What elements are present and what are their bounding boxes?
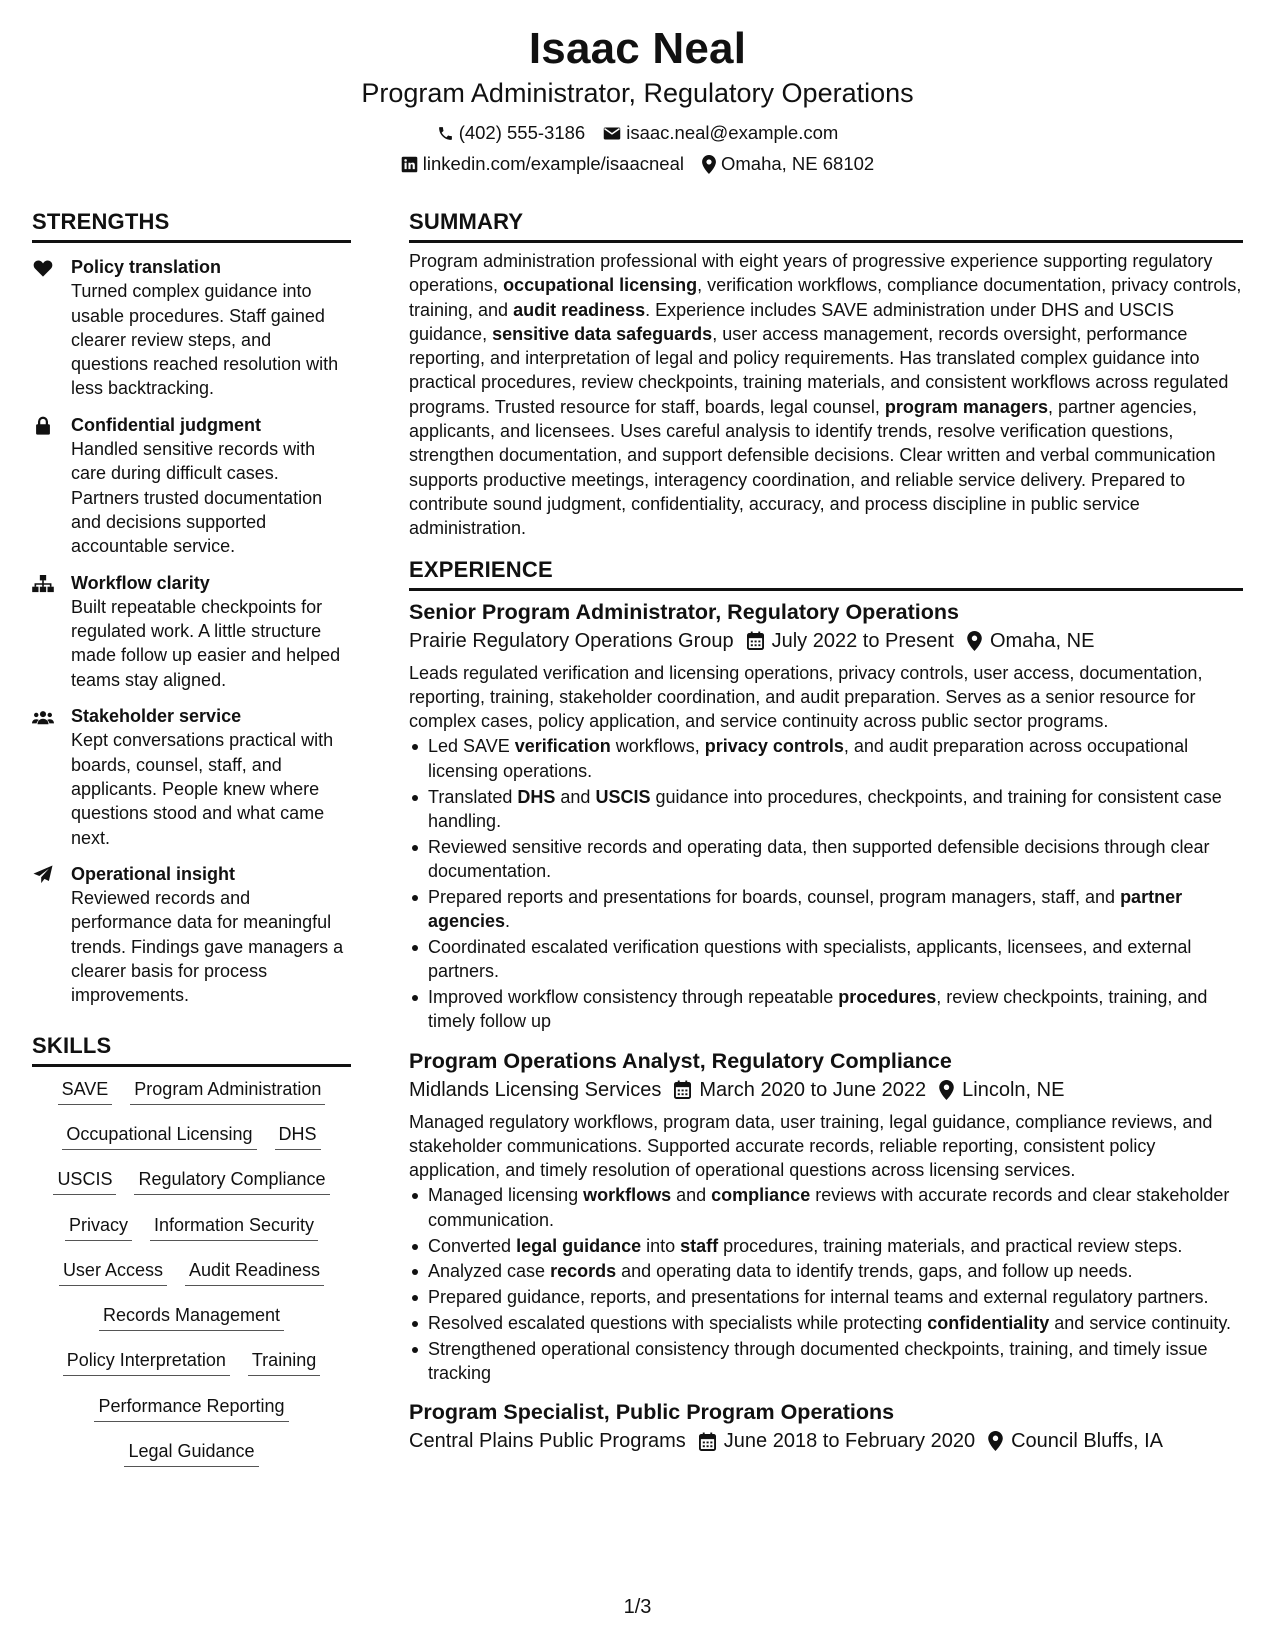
skill-tag: Performance Reporting xyxy=(94,1394,288,1422)
bullet-item xyxy=(409,1311,1243,1335)
company-name: Midlands Licensing Services xyxy=(409,1078,662,1101)
job-title: Senior Program Administrator, Regulatory Operations xyxy=(409,599,959,624)
job-meta xyxy=(409,1076,1243,1104)
bullet-item xyxy=(409,734,1243,783)
job-location: Omaha, NE xyxy=(989,629,1095,652)
calendar-icon xyxy=(747,631,764,650)
text-run: Coordinated escalated verification questions with specialists, applicants, licensees, and external partners. xyxy=(428,936,1192,982)
contact-linkedin[interactable] xyxy=(401,153,684,175)
summary-heading: SUMMARY xyxy=(409,208,1243,243)
resume-header xyxy=(0,22,1275,175)
bold-text: DHS xyxy=(517,786,556,807)
text-run: . Experience includes SAVE administration under DHS and USCIS guidance, xyxy=(409,299,1175,344)
strength-text: Kept conversations practical with boards, counsel, staff, and applicants. People knew where questions stood and what came next. xyxy=(71,730,334,848)
bold-text: USCIS xyxy=(595,786,651,807)
bullet-item xyxy=(409,1337,1243,1386)
text-run: and xyxy=(555,786,596,807)
company-name: Prairie Regulatory Operations Group xyxy=(409,629,734,652)
skill-tag: DHS xyxy=(275,1122,321,1150)
bold-text: compliance xyxy=(711,1185,811,1206)
strength-title: Workflow clarity xyxy=(71,572,210,593)
job-dates: July 2022 to Present xyxy=(771,629,954,652)
strength-title: Policy translation xyxy=(71,257,222,277)
map-pin-icon xyxy=(939,1080,954,1100)
skill-tag: Program Administration xyxy=(130,1077,325,1105)
skill-row xyxy=(53,1167,329,1212)
location-text: Omaha, NE 68102 xyxy=(720,153,875,174)
company-name: Central Plains Public Programs xyxy=(409,1430,686,1453)
bold-text: audit readiness xyxy=(513,299,646,320)
skill-row xyxy=(65,1213,318,1258)
bold-text: program managers xyxy=(884,396,1048,417)
text-run: , verification workflows, compliance documentation, privacy controls, training, and xyxy=(409,275,1242,320)
text-run: reviews with accurate records and clear stakeholder communication. xyxy=(428,1185,1230,1230)
summary-text xyxy=(409,249,1243,541)
strength-text: Handled sensitive records with care during difficult cases. Partners trusted documentation and decisions supported accountable service. xyxy=(71,439,323,557)
linkedin-icon xyxy=(401,156,418,173)
skill-row xyxy=(58,1077,326,1122)
text-run: into xyxy=(641,1235,681,1256)
text-run: , user access management, records oversight, performance reporting, and interpretation of legal and policy requirements. Has translated complex guidance into practical procedures, review checkpoints, training materials, and consistent workflows across regulated programs. Trusted resource for staff, boards, legal counsel, xyxy=(409,323,1229,417)
heart-icon xyxy=(32,258,54,278)
text-run: Managed licensing xyxy=(428,1185,584,1206)
job-meta xyxy=(409,1427,1243,1455)
bold-text: workflows xyxy=(583,1185,672,1206)
skill-tag: Occupational Licensing xyxy=(62,1122,256,1150)
job-dates: June 2018 to February 2020 xyxy=(723,1430,976,1453)
skill-row xyxy=(94,1394,288,1439)
text-run: Resolved escalated questions with specialists while protecting xyxy=(428,1312,928,1333)
text-run: Analyzed case xyxy=(428,1261,551,1282)
strength-item xyxy=(32,862,351,1008)
bold-text: legal guidance xyxy=(516,1235,642,1256)
job-description: Managed regulatory workflows, program data, user training, legal guidance, compliance reviews, and stakeholder communications. Supported accurate records, reliable reporting, consistent policy application, and timely resolution of operational questions across licensing services. xyxy=(409,1111,1213,1181)
text-run: , and audit preparation across occupational licensing operations. xyxy=(428,736,1189,781)
paper-plane-icon xyxy=(32,865,54,885)
text-run: Reviewed sensitive records and operating data, then supported defensible decisions through clear documentation. xyxy=(428,836,1210,881)
bullet-item xyxy=(409,1285,1243,1309)
bullet-item xyxy=(409,935,1243,984)
calendar-icon xyxy=(699,1432,716,1451)
strength-title: Operational insight xyxy=(71,863,236,884)
phone-icon xyxy=(437,125,454,142)
envelope-icon xyxy=(603,126,621,141)
text-run: , partner agencies, applicants, and licensees. Uses careful analysis to identify trends, resolve verification questions, strengthen documentation, and support defensible decisions. Clear written and verbal communication supports productive meetings, interagency coordination, and reliable service delivery. Prepared to contribute sound judgment, confidentiality, accuracy, and process discipline in public service administration. xyxy=(409,396,1216,539)
strength-item xyxy=(32,571,351,692)
bold-text: staff xyxy=(680,1235,719,1256)
job-bullets xyxy=(409,1183,1243,1385)
bullet-item xyxy=(409,985,1243,1034)
bullet-item xyxy=(409,885,1243,934)
linkedin-url: linkedin.com/example/isaacneal xyxy=(422,153,684,174)
text-run: procedures, training materials, and practical review steps. xyxy=(718,1235,1183,1256)
text-run: Prepared reports and presentations for boards, counsel, program managers, staff, and xyxy=(428,886,1121,907)
skill-tag: Policy Interpretation xyxy=(63,1348,230,1376)
job-dates: March 2020 to June 2022 xyxy=(699,1078,927,1101)
text-run: and xyxy=(671,1185,712,1206)
text-run: , review checkpoints, training, and timely follow up xyxy=(428,986,1208,1032)
skill-tag: Information Security xyxy=(150,1213,318,1241)
job-title: Program Specialist, Public Program Operations xyxy=(409,1400,895,1425)
strength-text: Built repeatable checkpoints for regulated work. A little structure made follow up easier and helped teams stay aligned. xyxy=(71,596,341,690)
page-number: 1/3 xyxy=(623,1596,652,1618)
strength-title: Stakeholder service xyxy=(71,706,242,727)
strength-text: Turned complex guidance into usable procedures. Staff gained clearer review steps, and questions reached resolution with less backtracking. xyxy=(71,281,339,399)
bullet-item xyxy=(409,785,1243,834)
text-run: and service continuity. xyxy=(1049,1312,1232,1333)
skill-row xyxy=(124,1439,258,1484)
skill-tag: Records Management xyxy=(99,1303,284,1331)
text-run: workflows, xyxy=(610,736,705,757)
text-run: Prepared guidance, reports, and presentations for internal teams and external regulatory partners. xyxy=(428,1287,1209,1308)
bold-text: occupational licensing xyxy=(503,275,698,296)
strength-item xyxy=(32,413,351,559)
skill-tag: Training xyxy=(248,1348,320,1376)
text-run: Led SAVE xyxy=(428,736,515,757)
email-address: isaac.neal@example.com xyxy=(626,122,839,143)
skill-tag: Privacy xyxy=(65,1213,132,1241)
skill-tag: User Access xyxy=(59,1258,167,1286)
strengths-heading: STRENGTHS xyxy=(32,208,351,243)
skill-tag: Legal Guidance xyxy=(124,1439,258,1467)
text-run: guidance into procedures, checkpoints, and training for consistent case handling. xyxy=(428,786,1222,831)
skill-tag: Regulatory Compliance xyxy=(134,1167,329,1195)
bullet-item xyxy=(409,1234,1243,1258)
job-bullets xyxy=(409,734,1243,1033)
skill-tag: USCIS xyxy=(53,1167,116,1195)
job-location: Council Bluffs, IA xyxy=(1011,1430,1164,1453)
strength-item xyxy=(32,255,351,401)
contact-location xyxy=(702,153,874,175)
job-description: Leads regulated verification and licensing operations, privacy controls, user access, documentation, reporting, training, stakeholder coordination, and audit preparation. Serves as a senior resource for complex cases, policy application, and service continuity across public sector programs. xyxy=(409,662,1203,732)
contact-phone xyxy=(437,122,586,144)
candidate-name: Isaac Neal xyxy=(528,24,747,73)
job-location: Lincoln, NE xyxy=(962,1078,1065,1101)
job-entry xyxy=(409,1397,1243,1455)
lock-icon xyxy=(32,416,54,436)
bold-text: privacy controls xyxy=(704,736,844,757)
bullet-item xyxy=(409,835,1243,884)
contact-row-1 xyxy=(0,122,1275,144)
text-run: and operating data to identify trends, gaps, and follow up needs. xyxy=(616,1261,1133,1282)
calendar-icon xyxy=(674,1080,691,1099)
job-entry xyxy=(409,1046,1243,1386)
text-run: Converted xyxy=(428,1235,517,1256)
text-run: Strengthened operational consistency through documented checkpoints, training, and timely issue tracking xyxy=(428,1338,1208,1383)
bold-text: records xyxy=(550,1261,617,1282)
contact-email[interactable] xyxy=(603,122,838,144)
sitemap-icon xyxy=(32,574,54,594)
text-run: . xyxy=(505,911,511,932)
left-column xyxy=(32,208,351,1484)
skills-heading: SKILLS xyxy=(32,1032,351,1067)
experience-heading: EXPERIENCE xyxy=(409,556,1243,591)
right-column xyxy=(409,208,1243,1455)
skill-tag: Audit Readiness xyxy=(185,1258,324,1286)
skill-row xyxy=(59,1258,324,1303)
skill-row xyxy=(62,1122,320,1167)
bold-text: partner agencies xyxy=(428,886,1183,932)
map-pin-icon xyxy=(967,631,982,651)
candidate-title: Program Administrator, Regulatory Operations xyxy=(361,78,914,108)
users-icon xyxy=(32,707,54,727)
job-meta xyxy=(409,627,1243,655)
skill-row xyxy=(99,1303,284,1348)
text-run: Improved workflow consistency through repeatable xyxy=(428,986,839,1007)
bullet-item xyxy=(409,1259,1243,1283)
skills-list xyxy=(32,1077,351,1485)
job-title: Program Operations Analyst, Regulatory Compliance xyxy=(409,1048,952,1073)
text-run: Translated xyxy=(428,786,518,807)
skill-row xyxy=(63,1348,320,1393)
contact-row-2 xyxy=(0,153,1275,175)
bold-text: verification xyxy=(514,736,611,757)
strength-text: Reviewed records and performance data for meaningful trends. Findings gave managers a clearer basis for process improvements. xyxy=(71,888,344,1006)
map-pin-icon xyxy=(988,1431,1003,1451)
bold-text: sensitive data safeguards xyxy=(492,323,713,344)
bold-text: procedures xyxy=(838,986,937,1007)
bold-text: confidentiality xyxy=(927,1312,1050,1333)
skill-tag: SAVE xyxy=(58,1077,113,1105)
strength-title: Confidential judgment xyxy=(71,414,261,435)
map-pin-icon xyxy=(702,155,716,174)
text-run: Program administration professional with eight years of progressive experience supporting regulatory operations, xyxy=(409,251,1213,296)
job-entry xyxy=(409,597,1243,1034)
bullet-item xyxy=(409,1183,1243,1232)
phone-number: (402) 555-3186 xyxy=(458,122,586,143)
strength-item xyxy=(32,704,351,850)
